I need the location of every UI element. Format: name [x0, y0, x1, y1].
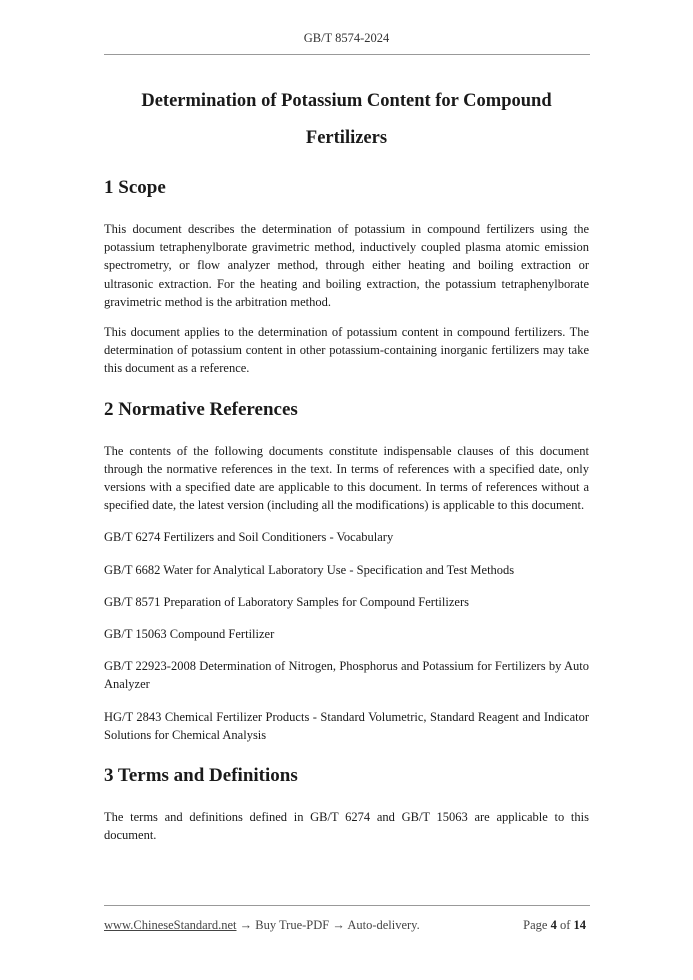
- footer-promo: [104, 918, 420, 933]
- terms-paragraph: The terms and definitions defined in GB/T 6274 and GB/T 15063 are applicable to this document.: [104, 810, 589, 843]
- document-title: [104, 83, 589, 157]
- arrow-right-icon: →: [239, 918, 253, 932]
- footer-rule: [104, 905, 590, 906]
- reference-item: GB/T 6682 Water for Analytical Laboratory Use - Specification and Test Methods: [104, 562, 515, 577]
- reference-item: GB/T 8571 Preparation of Laboratory Samples for Compound Fertilizers: [104, 594, 469, 609]
- normative-intro-paragraph: The contents of the following documents constitute indispensable clauses of this document through the normative references in the text. In terms of references with a specified date, only versions with a specified date are applicable to this document. In terms of references without a specified date, the latest version (including all the modifications) is applicable to this document.: [104, 443, 589, 513]
- document-title-line-1: Determination of Potassium Content for Compound: [141, 91, 552, 111]
- total-pages-number: 14: [573, 918, 586, 932]
- reference-item: HG/T 2843 Chemical Fertilizer Products - Standard Volumetric, Standard Reagent and Indicator Solutions for Chemical Analysis: [104, 709, 589, 742]
- scope-paragraph-2: This document applies to the determination of potassium content in compound fertilizers. The determination of potassium content in other potassium-containing inorganic fertilizers may take this document as a reference.: [104, 325, 589, 376]
- arrow-right-icon: →: [332, 918, 345, 932]
- section-heading-terms-definitions: 3 Terms and Definitions: [104, 765, 298, 787]
- header-rule: [104, 54, 590, 55]
- section-heading-normative-references: 2 Normative References: [104, 398, 298, 420]
- buy-true-pdf-text: Buy True-PDF: [255, 918, 330, 932]
- running-header: GB/T 8574-2024: [303, 31, 390, 45]
- page-label: Page: [523, 918, 548, 932]
- page-number-indicator: [523, 918, 586, 933]
- website-link[interactable]: www.ChineseStandard.net: [104, 918, 237, 932]
- scope-paragraph-1: This document describes the determination of potassium in compound fertilizers using the potassium tetraphenylborate gravimetric method, inductively coupled plasma atomic emission spectrometry, or flow analyzer method, through either heating and boiling extraction or ultrasonic extraction. For the heating and boiling extraction, the potassium tetraphenylborate gravimetric method is the arbitration method.: [104, 222, 589, 309]
- document-title-line-2: Fertilizers: [305, 128, 388, 148]
- auto-delivery-text: Auto-delivery.: [347, 918, 420, 932]
- reference-item: GB/T 22923-2008 Determination of Nitrogen, Phosphorus and Potassium for Fertilizers by Auto Analyzer: [104, 659, 589, 692]
- current-page-number: 4: [550, 918, 557, 932]
- of-label: of: [559, 918, 571, 932]
- reference-item: GB/T 15063 Compound Fertilizer: [104, 627, 275, 642]
- section-heading-scope: 1 Scope: [104, 177, 166, 198]
- page-content: [104, 83, 589, 844]
- reference-item: GB/T 6274 Fertilizers and Soil Conditioners - Vocabulary: [104, 530, 394, 545]
